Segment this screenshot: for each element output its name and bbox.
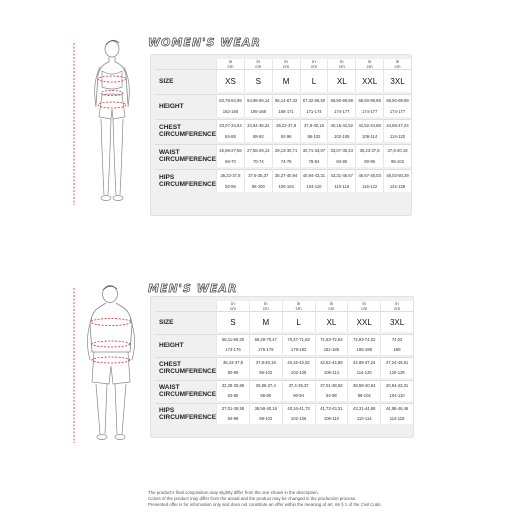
cm-value-cell: 100-104	[272, 181, 300, 192]
inch-value-cell: 35,43-37,8	[217, 358, 250, 369]
measure-row	[155, 381, 413, 392]
inch-value-cell: 42,52-44,88	[315, 358, 348, 369]
inch-value-cell: 34,64-36,22	[244, 120, 272, 132]
inch-value-cell: 72,83-74,02	[348, 335, 381, 346]
size-cell: S	[244, 70, 272, 93]
inch-value-cell: 33,07-35,43	[328, 145, 356, 157]
measure-row	[155, 95, 411, 107]
unit-in-label: in	[228, 59, 233, 64]
cm-value-cell: 86-90	[249, 391, 282, 401]
cm-value-cell: 114-120	[348, 368, 381, 378]
measure-row	[155, 170, 411, 182]
cm-value-cell: 188	[381, 345, 413, 355]
cm-value-cell: 122-128	[384, 181, 411, 192]
measure-row-label: CHEST CIRCUMFERENCE	[159, 124, 217, 138]
unit-header-cell	[244, 59, 272, 70]
size-header-row	[155, 59, 411, 70]
inch-value-cell: 27,56-29,13	[244, 145, 272, 157]
unit-cm-label: cm	[328, 306, 335, 311]
cm-value-cell: 110-114	[348, 414, 381, 424]
inch-value-cell: 47,24-49,61	[381, 358, 413, 369]
cm-value-cell: 179-182	[282, 345, 315, 355]
inch-value-cell: 40,16-41,73	[282, 404, 315, 415]
size-cell: L	[300, 70, 328, 93]
unit-in-label: in	[312, 59, 316, 64]
unit-cm-label: cm	[227, 64, 234, 69]
cm-value-cell: 82-86	[217, 391, 250, 401]
unit-in-label: in	[367, 59, 372, 64]
inch-value-cell: 30,71-33,07	[300, 145, 328, 157]
womens-wear-title: WOMEN'S WEAR	[148, 36, 261, 49]
inch-value-cell: 68,50-69,69	[356, 95, 384, 107]
cm-value-cell: 120-126	[381, 368, 413, 378]
unit-in-label: in	[395, 301, 399, 306]
unit-header-cell	[328, 59, 356, 70]
cm-value-cell: 185-188	[348, 345, 381, 355]
cm-value-cell: 110-116	[328, 181, 356, 192]
cm-value-cell: 106-110	[315, 414, 348, 424]
cm-value-cell: 96-102	[384, 156, 411, 167]
unit-header-cell	[315, 301, 348, 312]
measure-row	[155, 145, 411, 157]
mens-size-section	[0, 278, 520, 443]
unit-cm-label: cm	[295, 306, 302, 311]
inch-value-cell: 37,8-40,16	[249, 358, 282, 369]
size-cell: M	[272, 70, 300, 93]
inch-value-cell: 33,07-34,64	[217, 120, 245, 132]
size-header-spacer	[155, 301, 217, 312]
inch-value-cell: 68,11-69,29	[217, 335, 250, 346]
unit-cm-label: cm	[394, 64, 401, 69]
cm-value-cell: 114-118	[381, 414, 413, 424]
unit-cm-label: cm	[262, 306, 269, 311]
womens-body-figure	[62, 35, 152, 215]
size-cell: 3XL	[384, 70, 411, 93]
measure-row	[155, 120, 411, 132]
cm-value-cell: 176-179	[249, 345, 282, 355]
cm-value-cell: 92-96	[217, 181, 245, 192]
unit-header-cell	[272, 59, 300, 70]
unit-header-cell	[282, 301, 315, 312]
cm-value-cell: 104-110	[300, 181, 328, 192]
measure-row-label: HIPS CIRCUMFERENCE	[159, 174, 217, 188]
cm-value-cell: 90-94	[282, 391, 315, 401]
cm-value-cell: 94-98	[217, 414, 250, 424]
inch-value-cell: 41,73-43,31	[315, 404, 348, 415]
cm-value-cell: 84-88	[217, 131, 245, 142]
size-row-label: SIZE	[159, 318, 174, 326]
size-cell: XXL	[348, 312, 381, 333]
womens-size-section	[0, 30, 520, 215]
womens-size-table	[155, 59, 411, 192]
inch-value-cell: 36,22-37,8	[272, 120, 300, 132]
cm-value-cell: 94-98	[315, 391, 348, 401]
cm-value-cell: 74-78	[272, 156, 300, 167]
unit-in-label: in	[362, 301, 366, 306]
inch-value-cell: 25,98-27,56	[217, 145, 245, 157]
cm-value-cell: 96-102	[249, 368, 282, 378]
inch-value-cell: 67,32-68,50	[300, 95, 328, 107]
unit-header-cell	[356, 59, 384, 70]
unit-in-label: in	[340, 59, 344, 64]
cm-value-cell: 174-177	[328, 106, 356, 117]
unit-cm-label: cm	[366, 64, 373, 69]
inch-value-cell: 37,01-38,58	[217, 404, 250, 415]
inch-value-cell: 74,02	[381, 335, 413, 346]
inch-value-cell: 37,8-35,37	[244, 170, 272, 182]
disclaimer-line-3: Presented offer is for information only and does not constitute an offer within the meaning of art. 66 § 1 of the Civil Code.	[148, 502, 382, 507]
inch-value-cell: 70,47-71,63	[282, 335, 315, 346]
inch-value-cell: 66,14-67,32	[272, 95, 300, 107]
cm-value-cell: 116-122	[356, 181, 384, 192]
mens-size-chart	[150, 296, 414, 438]
inch-value-cell: 44,88-46,46	[381, 404, 413, 415]
size-cell: S	[217, 312, 250, 333]
inch-value-cell: 35,43-37,8	[356, 145, 384, 157]
cm-value-cell: 174-177	[384, 106, 411, 117]
cm-value-cell: 168-171	[272, 106, 300, 117]
cm-value-cell: 114-120	[384, 131, 411, 142]
inch-value-cell: 38,58-40,16	[249, 404, 282, 415]
inch-value-cell: 71,63-72,83	[315, 335, 348, 346]
measure-row	[155, 358, 413, 369]
cm-value-cell: 108-114	[356, 131, 384, 142]
size-cell: XL	[328, 70, 356, 93]
cm-value-cell: 66-70	[217, 156, 245, 167]
size-cell: L	[282, 312, 315, 333]
measure-row-label: HEIGHT	[159, 341, 184, 349]
unit-header-cell	[348, 301, 381, 312]
cm-value-cell: 90-96	[217, 368, 250, 378]
cm-value-cell: 104-110	[381, 391, 413, 401]
unit-cm-label: cm	[310, 64, 317, 69]
inch-value-cell: 44,88-47,24	[384, 120, 411, 132]
inch-value-cell: 29,13-30,71	[272, 145, 300, 157]
size-header-spacer	[155, 59, 217, 70]
cm-value-cell: 165-168	[244, 106, 272, 117]
mens-wear-title: MEN'S WEAR	[148, 282, 238, 295]
inch-value-cell: 45,67-48,03	[356, 170, 384, 182]
cm-value-cell: 174-177	[356, 106, 384, 117]
inch-value-cell: 35,86-37,4	[249, 381, 282, 392]
unit-in-label: in	[264, 301, 268, 306]
cm-value-cell: 98-102	[249, 414, 282, 424]
unit-in-label: in	[329, 301, 334, 306]
inch-value-cell: 35,37-40,94	[272, 170, 300, 182]
unit-cm-label: cm	[255, 64, 262, 69]
inch-value-cell: 37,8-40,16	[300, 120, 328, 132]
measure-row-label: WAIST CIRCUMFERENCE	[159, 384, 217, 398]
size-row-label: SIZE	[159, 77, 174, 85]
measure-row	[155, 335, 413, 346]
inch-value-cell: 37,8-40,16	[384, 145, 411, 157]
inch-value-cell: 43,31-44,88	[348, 404, 381, 415]
inch-value-cell: 48,03-50,39	[384, 170, 411, 182]
measure-row-label: HIPS CIRCUMFERENCE	[159, 407, 217, 421]
inch-value-cell: 68,50-69,69	[384, 95, 411, 107]
mens-size-table	[155, 301, 413, 424]
measure-row-label: HEIGHT	[159, 102, 184, 110]
cm-value-cell: 102-106	[282, 414, 315, 424]
cm-value-cell: 102-108	[328, 131, 356, 142]
inch-value-cell: 42,52-44,88	[356, 120, 384, 132]
cm-value-cell: 96-102	[300, 131, 328, 142]
cm-value-cell: 173-176	[217, 345, 250, 355]
size-cell: M	[249, 312, 282, 333]
size-cell: XL	[315, 312, 348, 333]
disclaimer	[148, 490, 382, 508]
size-cell: 3XL	[381, 312, 413, 333]
cm-value-cell: 182-185	[315, 345, 348, 355]
inch-value-cell: 38,58-40,94	[348, 381, 381, 392]
cm-value-cell: 92-96	[272, 131, 300, 142]
unit-header-cell	[300, 59, 328, 70]
inch-value-cell: 37,4-39,37	[282, 381, 315, 392]
unit-in-label: in	[284, 59, 288, 64]
measure-row-label: WAIST CIRCUMFERENCE	[159, 149, 217, 163]
inch-value-cell: 44,88-47,24	[348, 358, 381, 369]
unit-cm-label: cm	[283, 64, 290, 69]
unit-header-cell	[217, 59, 245, 70]
inch-value-cell: 40,16-42,52	[328, 120, 356, 132]
inch-value-cell: 69,29-70,47	[249, 335, 282, 346]
cm-value-cell: 96-100	[244, 181, 272, 192]
size-header-row	[155, 301, 413, 312]
cm-value-cell: 98-104	[348, 391, 381, 401]
inch-value-cell: 43,31-45,67	[328, 170, 356, 182]
inch-value-cell: 68,50-69,69	[328, 95, 356, 107]
inch-value-cell: 32,28-35,86	[217, 381, 250, 392]
cm-value-cell: 84-90	[328, 156, 356, 167]
unit-header-cell	[381, 301, 413, 312]
unit-cm-label: cm	[229, 306, 236, 311]
unit-cm-label: cm	[361, 306, 368, 311]
mens-body-figure	[62, 278, 152, 448]
unit-in-label: in	[256, 59, 261, 64]
unit-in-label: in	[395, 59, 400, 64]
cm-value-cell: 88-92	[244, 131, 272, 142]
womens-size-chart	[150, 54, 412, 216]
unit-header-cell	[217, 301, 250, 312]
size-cell: XS	[217, 70, 245, 93]
size-row	[155, 70, 411, 93]
cm-value-cell: 90-96	[356, 156, 384, 167]
cm-value-cell: 162-165	[217, 106, 245, 117]
unit-cm-label: cm	[338, 64, 345, 69]
cm-value-cell: 108-114	[315, 368, 348, 378]
unit-header-cell	[249, 301, 282, 312]
unit-in-label: in	[296, 301, 301, 306]
inch-value-cell: 40,16-42,52	[282, 358, 315, 369]
inch-value-cell: 63,78-64,96	[217, 95, 245, 107]
cm-value-cell: 102-108	[282, 368, 315, 378]
inch-value-cell: 40,94-43,31	[300, 170, 328, 182]
inch-value-cell: 37,01-38,58	[315, 381, 348, 392]
inch-value-cell: 40,94-43,31	[381, 381, 413, 392]
cm-value-cell: 70-74	[244, 156, 272, 167]
inch-value-cell: 36,22-37,8	[217, 170, 245, 182]
disclaimer-line-2: Colors of the product may differ from the actual and the product may be changed in the production process.	[148, 496, 357, 501]
size-row	[155, 312, 413, 333]
unit-in-label: in	[231, 301, 235, 306]
measure-row-label: CHEST CIRCUMFERENCE	[159, 361, 217, 375]
cm-value-cell: 171-174	[300, 106, 328, 117]
unit-header-cell	[384, 59, 411, 70]
disclaimer-line-1: The product's final composition may slightly differ from the one shown in the description.	[148, 490, 319, 495]
size-cell: XXL	[356, 70, 384, 93]
cm-value-cell: 78-84	[300, 156, 328, 167]
unit-cm-label: cm	[394, 306, 401, 311]
inch-value-cell: 64,96-66,14	[244, 95, 272, 107]
measure-row	[155, 404, 413, 415]
